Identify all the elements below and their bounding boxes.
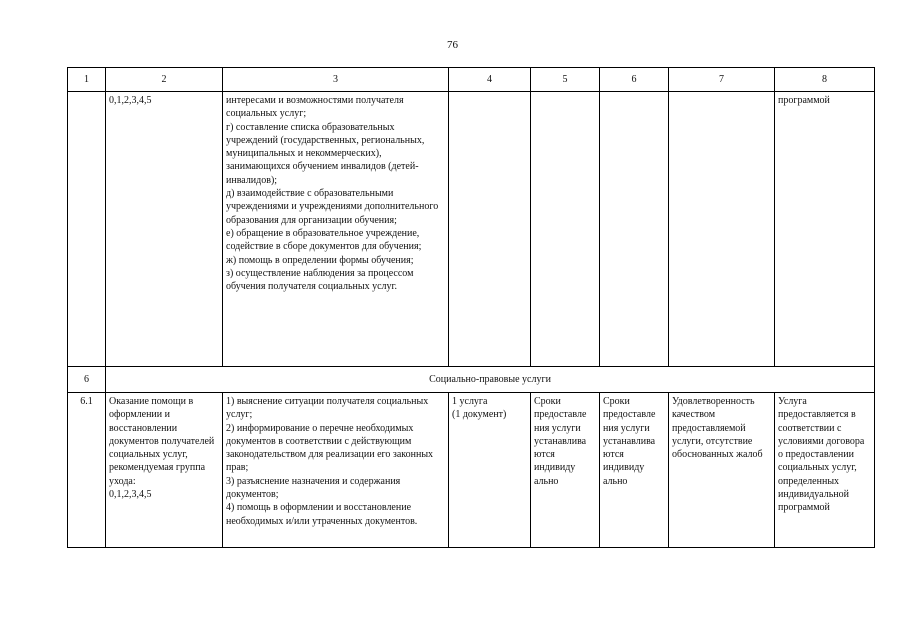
- service-number-cell: 6.1: [68, 393, 106, 548]
- cont-conditions-cell: программой: [775, 92, 875, 367]
- section-row: [68, 367, 875, 393]
- service-row-6-1: [68, 393, 875, 548]
- service-volume-cell: 1 услуга (1 документ): [449, 393, 531, 548]
- header-cell-6: 6: [600, 68, 669, 92]
- section-number: 6: [68, 367, 106, 393]
- header-cell-5: 5: [531, 68, 600, 92]
- page-number: 76: [447, 39, 458, 51]
- cont-volume-cell: [449, 92, 531, 367]
- cont-period-cell: [600, 92, 669, 367]
- service-period-cell: Сроки предоставле ния услуги устанавлива ются индивиду ально: [600, 393, 669, 548]
- cont-term-cell: [531, 92, 600, 367]
- header-row: [68, 68, 875, 92]
- service-name-cell: Оказание помощи в оформлении и восстановлении документов получателей социальных услуг, рекомендуемая группа ухода: 0,1,2,3,4,5: [106, 393, 223, 548]
- continuation-row: [68, 92, 875, 367]
- header-cell-3: 3: [223, 68, 449, 92]
- header-cell-2: 2: [106, 68, 223, 92]
- header-cell-7: 7: [669, 68, 775, 92]
- section-title: Социально-правовые услуги: [106, 367, 875, 393]
- service-conditions-cell: Услуга предоставляется в соответствии с условиями договора о предоставлении социальных услуг, определенных индивидуальной программой: [775, 393, 875, 548]
- cont-content-cell: интересами и возможностями получателя социальных услуг; г) составление списка образовательных учреждений (государственных, региональных, муниципальных и некоммерческих), занимающихся обучением инвалидов (детей-инвалидов); д) взаимодействие с образовательными учреждениями и учреждениями дополнительного образования для организации обучения; е) обращение в образовательное учреждение, содействие в сборе документов для обучения; ж) помощь в определении формы обучения; з) осуществление наблюдения за процессом обучения получателя социальных услуг.: [223, 92, 449, 367]
- header-cell-8: 8: [775, 68, 875, 92]
- cont-quality-cell: [669, 92, 775, 367]
- header-cell-4: 4: [449, 68, 531, 92]
- cont-care-group-cell: 0,1,2,3,4,5: [106, 92, 223, 367]
- service-term-cell: Сроки предоставле ния услуги устанавлива ются индивиду ально: [531, 393, 600, 548]
- service-quality-cell: Удовлетворенность качеством предоставляемой услуги, отсутствие обоснованных жалоб: [669, 393, 775, 548]
- service-content-cell: 1) выяснение ситуации получателя социальных услуг; 2) информирование о перечне необходимых документов в соответствии с действующим законодательством для реализации его законных прав; 3) разъяснение назначения и содержания документов; 4) помощь в оформлении и восстановление необходимых и/или утраченных документов.: [223, 393, 449, 548]
- cont-number-cell: [68, 92, 106, 367]
- services-table: [67, 67, 875, 548]
- header-cell-1: 1: [68, 68, 106, 92]
